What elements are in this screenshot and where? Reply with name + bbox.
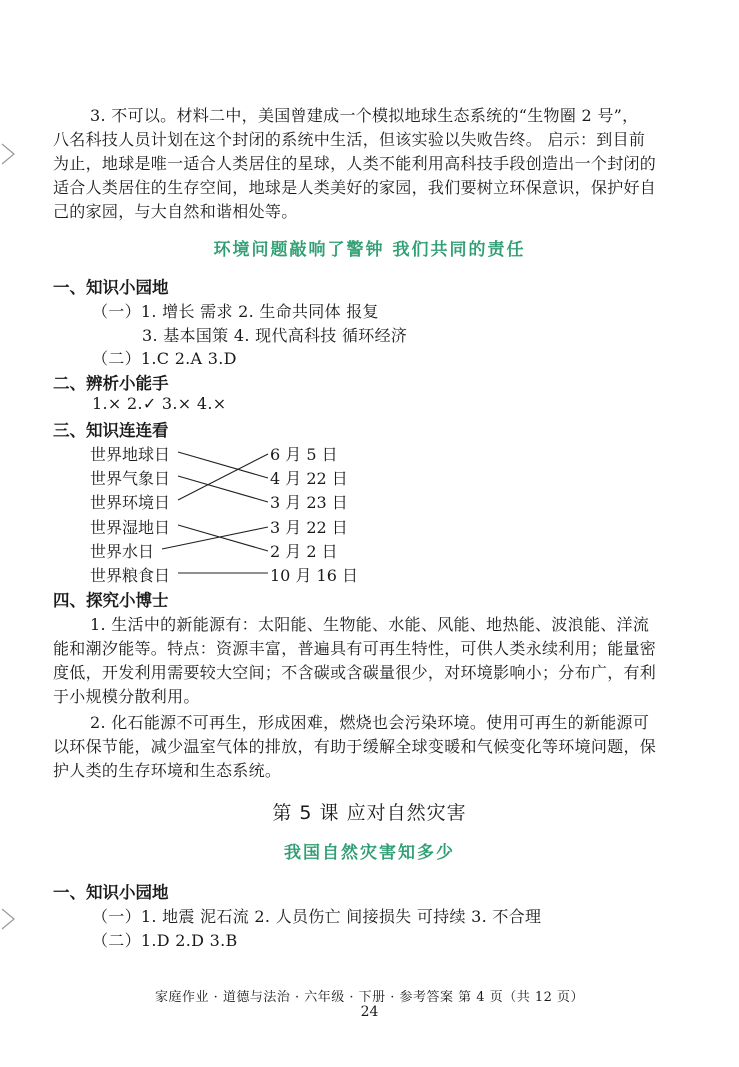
lesson-title: 第 5 课 应对自然灾害 — [272, 802, 467, 824]
match-left-item: 世界湿地日 — [90, 518, 171, 537]
intro-line-2: 八名科技人员计划在这个封闭的系统中生活，但该实验以失败告终。 启示：到目前 — [53, 130, 646, 149]
match-left-item: 世界粮食日 — [90, 566, 171, 585]
knowledge2-answers-1: （一）1. 地震 泥石流 2. 人员伤亡 间接损失 可持续 3. 不合理 — [92, 907, 542, 926]
judge-answers: 1.× 2.✓ 3.× 4.× — [92, 394, 227, 413]
match-right-item: 2 月 2 日 — [270, 542, 338, 561]
match-left-item: 世界水日 — [90, 542, 155, 561]
intro-line-1: 3. 不可以。材料二中，美国曾建成一个模拟地球生态系统的“生物圈 2 号”， — [90, 106, 639, 125]
match-left-item: 世界环境日 — [90, 493, 171, 512]
match-right-item: 3 月 23 日 — [270, 493, 348, 512]
intro-line-3: 为止，地球是唯一适合人类居住的星球，人类不能利用高科技手段创造出一个封闭的 — [53, 154, 657, 173]
knowledge-answers-1b: 3. 基本国策 4. 现代高科技 循环经济 — [142, 326, 408, 345]
explore1-line: 于小规模分散利用。 — [53, 687, 200, 706]
section-title-environment: 环境问题敲响了警钟 我们共同的责任 — [213, 240, 526, 260]
match-right-item: 10 月 16 日 — [270, 566, 358, 585]
knowledge2-answers-2: （二）1.D 2.D 3.B — [92, 931, 238, 950]
heading-explore: 四、探究小博士 — [53, 591, 169, 610]
page-number: 24 — [360, 1004, 379, 1020]
heading-knowledge: 一、知识小园地 — [53, 278, 169, 297]
page-footer: 家庭作业 · 道德与法治 · 六年级 · 下册 · 参考答案 第 4 页（共 12 页） — [154, 990, 585, 1005]
heading-match: 三、知识连连看 — [53, 421, 169, 440]
explore2-line: 以环保节能，减少温室气体的排放，有助于缓解全球变暖和气候变化等环境问题，保 — [53, 737, 657, 756]
knowledge-answers-1a: （一）1. 增长 需求 2. 生命共同体 报复 — [92, 302, 379, 321]
knowledge-answers-2: （二）1.C 2.A 3.D — [92, 349, 237, 368]
explore2-line: 护人类的生存环境和生态系统。 — [53, 761, 282, 780]
connector-line — [178, 454, 268, 500]
section-title-disasters: 我国自然灾害知多少 — [284, 843, 455, 863]
match-left-item: 世界地球日 — [90, 445, 171, 464]
connector-line — [178, 525, 268, 551]
connector-line — [178, 476, 268, 502]
intro-line-5: 己的家园，与大自然和谐相处等。 — [53, 202, 298, 221]
match-right-item: 4 月 22 日 — [270, 469, 348, 488]
explore1-line: 能和潮汐能等。特点：资源丰富，普遍具有可再生特性，可供人类永续利用；能量密 — [53, 639, 657, 658]
match-left-item: 世界气象日 — [90, 469, 171, 488]
match-right-item: 6 月 5 日 — [270, 445, 338, 464]
explore1-line: 度低，开发利用需要较大空间；不含碳或含碳量很少，对环境影响小；分布广，有利 — [53, 663, 657, 682]
intro-line-4: 适合人类居住的生存空间，地球是人类美好的家园，我们要树立环保意识，保护好自 — [53, 178, 657, 197]
match-right-item: 3 月 22 日 — [270, 518, 348, 537]
heading-knowledge-2: 一、知识小园地 — [53, 883, 169, 902]
connector-line — [162, 527, 268, 549]
explore1-line: 1. 生活中的新能源有：太阳能、生物能、水能、风能、地热能、波浪能、洋流 — [90, 615, 650, 634]
connector-line — [178, 452, 268, 478]
explore2-line: 2. 化石能源不可再生，形成困难，燃烧也会污染环境。使用可再生的新能源可 — [90, 713, 650, 732]
heading-judge: 二、辨析小能手 — [53, 374, 169, 393]
